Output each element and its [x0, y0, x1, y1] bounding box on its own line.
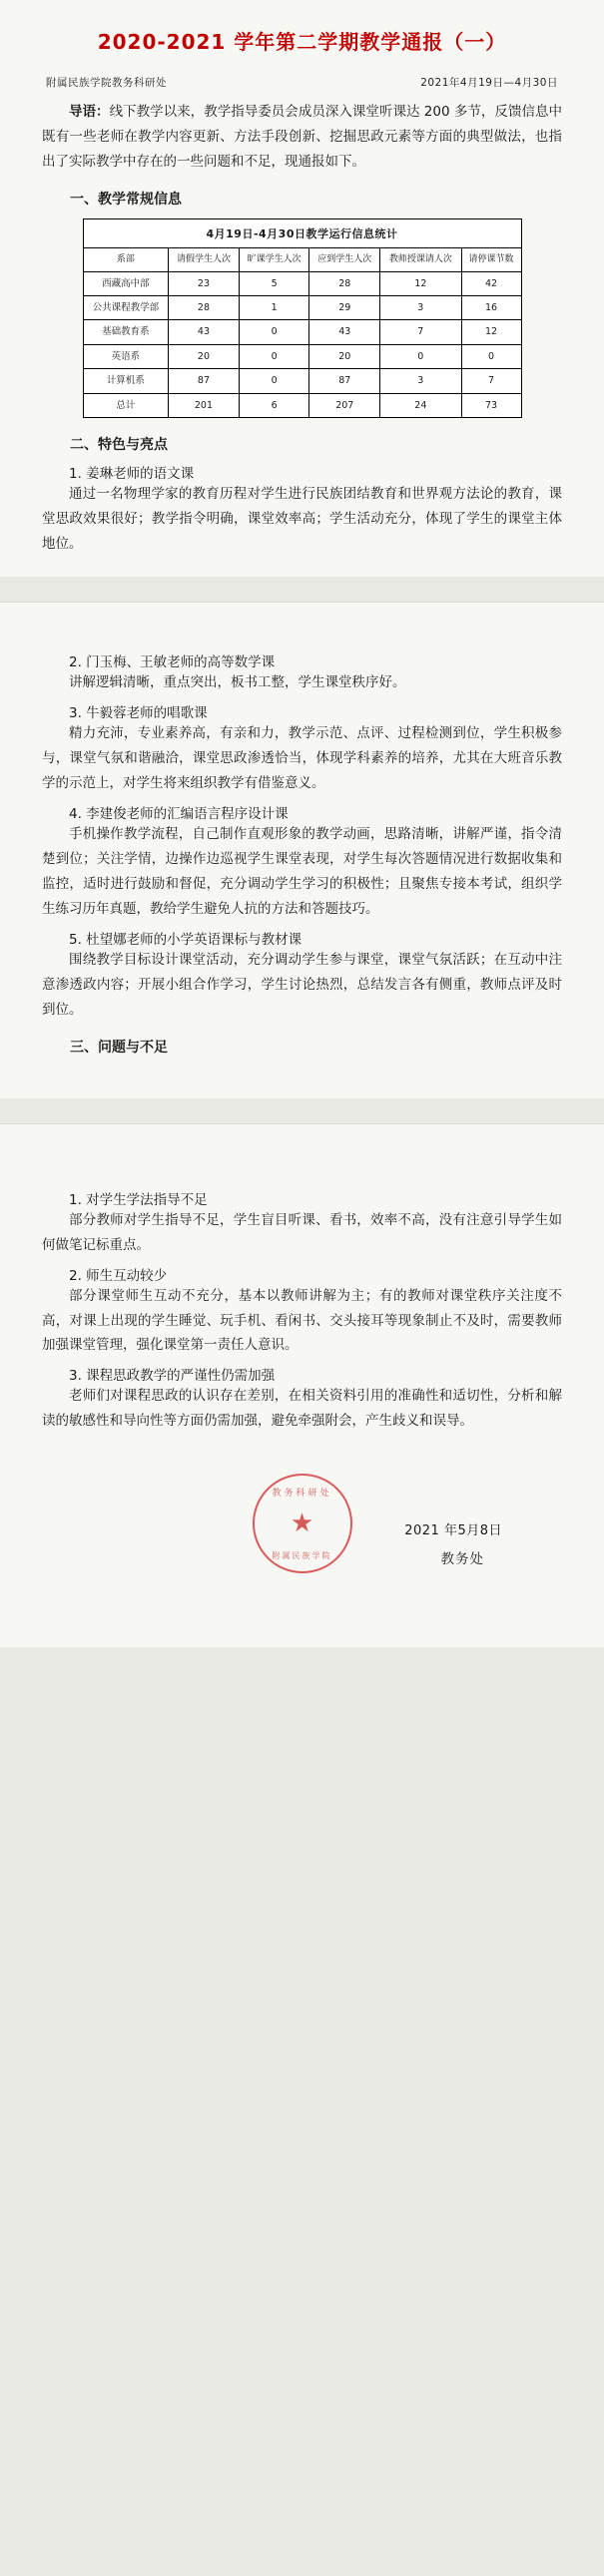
table-row	[83, 320, 521, 344]
highlight-text-4: 手机操作教学流程，自己制作直观形象的教学动画，思路清晰，讲解严谨，指令清楚到位；关注学情，边操作边巡视学生课堂表现，对学生每次答题情况进行数据收集和监控，适时进行鼓励和督促，充分调动学生学习的积极性；且聚焦专接本考试，组织学生练习历年真题，教给学生避免人抗的方法和答题技巧。	[42, 825, 562, 917]
date-range: 2021年4月19日—4月30日	[420, 77, 558, 89]
table-cell: 基础教育系	[83, 320, 169, 344]
lead-label: 导语：	[69, 104, 110, 120]
page-band-1	[0, 0, 604, 577]
highlight-title-3: 3. 牛毅蓉老师的唱歌课	[69, 704, 208, 721]
lead-paragraph	[42, 100, 562, 175]
teaching-stats-table	[83, 218, 522, 418]
table-cell: 20	[309, 344, 380, 368]
table-cell: 87	[309, 369, 380, 393]
table-cell: 42	[461, 271, 521, 295]
signature-date: 2021 年5月8日	[404, 1523, 502, 1539]
highlight-title-2: 2. 门玉梅、王敏老师的高等数学课	[69, 653, 276, 670]
table-cell: 0	[461, 344, 521, 368]
table-cell: 0	[239, 320, 309, 344]
table-cell: 0	[380, 344, 461, 368]
stats-table-wrap	[42, 218, 562, 418]
page-tail	[0, 1647, 604, 2006]
table-cell: 12	[461, 320, 521, 344]
table-cell: 7	[461, 369, 521, 393]
table-cell: 西藏高中部	[83, 271, 169, 295]
table-cell: 5	[239, 271, 309, 295]
lead-text: 线下教学以来，教学指导委员会成员深入课堂听课达 200 多节，反馈信息中既有一些老师在教学内容更新、方法手段创新、挖掘思政元素等方面的典型做法，也指出了实际教学中存在的一些问题和不足，现通报如下。	[42, 104, 562, 170]
table-cell: 43	[169, 320, 240, 344]
section-heading-3: 三、问题与不足	[70, 1039, 168, 1056]
issuing-org: 附属民族学院教务科研处	[46, 77, 167, 89]
highlight-title-5: 5. 杜望娜老师的小学英语课标与教材课	[69, 931, 302, 948]
problem-title-2: 2. 师生互动较少	[69, 1267, 168, 1284]
table-col-header: 请假学生人次	[169, 247, 240, 271]
highlight-title-1: 1. 姜琳老师的语文课	[69, 466, 195, 483]
table-cell: 201	[169, 393, 240, 417]
highlight-text-3: 精力充沛，专业素养高，有亲和力，教学示范、点评、过程检测到位，学生积极参与，课堂气氛和谐融洽，课堂思政渗透恰当，体现学科素养的培养，尤其在大班音乐教学的示范上，对学生将来组织教学有借鉴意义。	[42, 724, 562, 791]
table-cell: 73	[461, 393, 521, 417]
problem-title-1: 1. 对学生学法指导不足	[69, 1191, 208, 1208]
table-cell: 20	[169, 344, 240, 368]
problem-title-3: 3. 课程思政教学的严谨性仍需加强	[69, 1368, 276, 1385]
page-title: 2020-2021 学年第二学期教学通报（一）	[97, 30, 507, 54]
table-col-header: 应到学生人次	[309, 247, 380, 271]
highlight-title-4: 4. 李建俊老师的汇编语言程序设计课	[69, 805, 289, 822]
table-cell: 28	[169, 296, 240, 320]
seal-top-text: 教务科研处	[272, 1489, 332, 1500]
table-col-header: 系部	[83, 247, 169, 271]
table-row	[83, 393, 521, 417]
table-row	[83, 344, 521, 368]
table-col-header: 请停课节数	[461, 247, 521, 271]
table-cell: 24	[380, 393, 461, 417]
highlight-text-1: 通过一名物理学家的教育历程对学生进行民族团结教育和世界观方法论的教育，课堂思政效果很好；教学指令明确，课堂效率高；学生活动充分，体现了学生的课堂主体地位。	[42, 486, 562, 552]
table-cell: 23	[169, 271, 240, 295]
table-row	[83, 369, 521, 393]
table-cell: 计算机系	[83, 369, 169, 393]
table-cell: 29	[309, 296, 380, 320]
table-cell: 0	[239, 369, 309, 393]
highlight-text-2: 讲解逻辑清晰，重点突出，板书工整，学生课堂秩序好。	[69, 673, 406, 690]
table-cell: 3	[380, 296, 461, 320]
problem-text-1: 部分教师对学生指导不足，学生盲目听课、看书，效率不高，没有注意引导学生如何做笔记标重点。	[42, 1211, 562, 1253]
document-meta	[42, 71, 562, 100]
table-cell: 1	[239, 296, 309, 320]
table-row	[83, 271, 521, 295]
signature-block	[42, 1468, 562, 1617]
signature-department: 教务处	[440, 1551, 484, 1568]
seal-bottom-text: 附属民族学院	[272, 1551, 332, 1561]
table-col-header: 教师授课请人次	[380, 247, 461, 271]
section-heading-1: 一、教学常规信息	[70, 191, 182, 208]
official-seal-icon	[253, 1474, 352, 1573]
table-cell: 0	[239, 344, 309, 368]
table-col-header: 旷课学生人次	[239, 247, 309, 271]
section-heading-2: 二、特色与亮点	[70, 437, 168, 454]
table-caption: 4月19日-4月30日教学运行信息统计	[83, 218, 522, 247]
table-cell: 207	[309, 393, 380, 417]
table-cell: 总计	[83, 393, 169, 417]
table-cell: 7	[380, 320, 461, 344]
table-cell: 12	[380, 271, 461, 295]
table-cell: 16	[461, 296, 521, 320]
page-gap-2	[0, 1098, 604, 1124]
problem-text-3: 老师们对课程思政的认识存在差别，在相关资料引用的准确性和适切性，分析和解读的敏感性和导向性等方面仍需加强，避免牵强附会，产生歧义和误导。	[42, 1388, 562, 1430]
table-header-row	[83, 247, 521, 271]
table-cell: 87	[169, 369, 240, 393]
table-row	[83, 296, 521, 320]
table-cell: 6	[239, 393, 309, 417]
page-band-2	[0, 603, 604, 1098]
problem-text-2: 部分课堂师生互动不充分，基本以教师讲解为主；有的教师对课堂秩序关注度不高，对课上出现的学生睡觉、玩手机、看闲书、交头接耳等现象制止不及时，需要教师加强课堂管理，强化课堂第一责任人意识。	[42, 1287, 562, 1354]
table-cell: 英语系	[83, 344, 169, 368]
table-cell: 3	[380, 369, 461, 393]
table-cell: 43	[309, 320, 380, 344]
page-band-3	[0, 1124, 604, 1648]
highlight-text-5: 围绕教学目标设计课堂活动，充分调动学生参与课堂，课堂气氛活跃；在互动中注意渗透政内容；开展小组合作学习，学生讨论热烈，总结发言各有侧重，教师点评及时到位。	[42, 951, 562, 1018]
table-cell: 公共课程教学部	[83, 296, 169, 320]
table-cell: 28	[309, 271, 380, 295]
page-gap-1	[0, 577, 604, 603]
seal-star-icon: ★	[290, 1508, 314, 1539]
